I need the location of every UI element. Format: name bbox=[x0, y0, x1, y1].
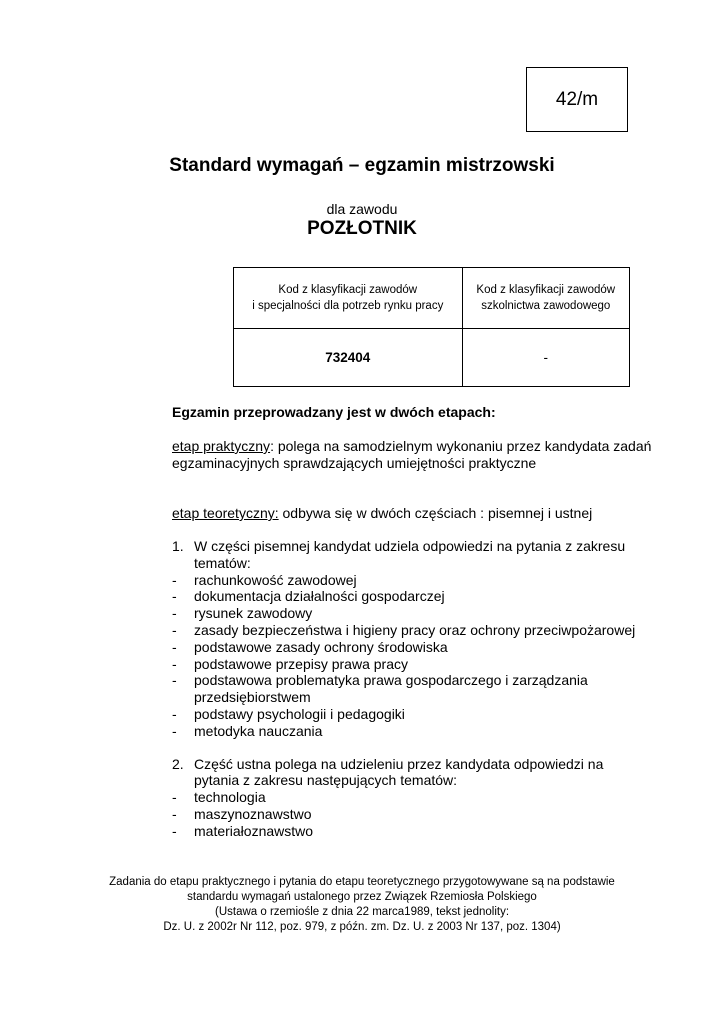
topic-text: maszynoznawstwo bbox=[194, 805, 312, 822]
footer-line: Dz. U. z 2002r Nr 112, poz. 979, z późn. zm. Dz. U. z 2003 Nr 137, poz. 1304) bbox=[163, 921, 561, 933]
list-item: - zasady bezpieczeństwa i higieny pracy oraz ochrony przeciwpożarowej bbox=[172, 621, 636, 638]
list-item: - podstawowe zasady ochrony środowiska bbox=[172, 638, 448, 655]
list-item: - metodyka nauczania bbox=[172, 722, 323, 739]
footer-line: Zadania do etapu praktycznego i pytania do etapu teoretycznego przygotowywane są na podstawie bbox=[109, 876, 615, 888]
practical-stage bbox=[172, 438, 652, 472]
topic-text: zasady bezpieczeństwa i higieny pracy oraz ochrony przeciwpożarowej bbox=[194, 621, 636, 638]
topic-text: podstawowe zasady ochrony środowiska bbox=[194, 638, 448, 655]
document-code: 42/m bbox=[555, 88, 599, 110]
header-occupation-code-line2: i specjalności dla potrzeb rynku pracy bbox=[252, 300, 444, 312]
topic-text: podstawowa problematyka prawa gospodarczego i zarządzania przedsiębiorstwem bbox=[194, 672, 588, 706]
list-item: - dokumentacja działalności gospodarczej bbox=[172, 588, 445, 605]
part-number: 2. bbox=[172, 755, 184, 772]
oral-part bbox=[172, 756, 652, 840]
topic-text: materiałoznawstwo bbox=[194, 822, 314, 839]
footer-line: (Ustawa o rzemiośle z dnia 22 marca1989, tekst jednolity: bbox=[214, 906, 510, 918]
list-item: - podstawy psychologii i pedagogiki bbox=[172, 705, 405, 722]
part-description: Część ustna polega na udzieleniu przez kandydata odpowiedzi na pytania z zakresu następujących tematów: bbox=[194, 755, 604, 789]
list-item: - maszynoznawstwo bbox=[172, 805, 312, 822]
topic-text: rachunkowość zawodowej bbox=[194, 571, 357, 588]
oral-topics-list bbox=[172, 789, 652, 839]
header-occupation-code-line1: Kod z klasyfikacji zawodów bbox=[278, 284, 418, 296]
school-code-value: - bbox=[462, 329, 629, 387]
classification-codes-table bbox=[233, 267, 630, 387]
exam-parts-list bbox=[172, 538, 652, 840]
topic-text: technologia bbox=[194, 789, 266, 806]
list-item: - materiałoznawstwo bbox=[172, 822, 314, 839]
list-item: - rachunkowość zawodowej bbox=[172, 571, 357, 588]
list-item: - podstawowe przepisy prawa pracy bbox=[172, 655, 408, 672]
occupation-code-value: 732404 bbox=[234, 329, 463, 387]
theoretical-stage-label: etap teoretyczny: bbox=[172, 505, 279, 521]
header-school-code-line1: Kod z klasyfikacji zawodów bbox=[476, 284, 616, 296]
footer-note bbox=[0, 875, 724, 935]
theoretical-stage bbox=[172, 505, 652, 522]
document-title: Standard wymagań – egzamin mistrzowski bbox=[169, 155, 555, 176]
profession-name: POZŁOTNIK bbox=[307, 218, 417, 239]
document-code-box bbox=[526, 67, 628, 132]
topic-text: metodyka nauczania bbox=[194, 722, 323, 739]
exam-stages-heading: Egzamin przeprowadzany jest w dwóch etapach: bbox=[172, 404, 496, 420]
table-header-row bbox=[234, 268, 630, 329]
topic-text: rysunek zawodowy bbox=[194, 605, 313, 622]
list-item: - technologia bbox=[172, 789, 266, 806]
header-school-code bbox=[462, 268, 629, 329]
header-school-code-line2: szkolnictwa zawodowego bbox=[481, 300, 611, 312]
topic-text: podstawowe przepisy prawa pracy bbox=[194, 655, 408, 672]
footer-line: standardu wymagań ustalonego przez Związek Rzemiosła Polskiego bbox=[187, 891, 537, 903]
written-topics-list bbox=[172, 572, 652, 740]
written-part bbox=[172, 538, 652, 740]
header-occupation-code bbox=[234, 268, 463, 329]
table-value-row bbox=[234, 329, 630, 387]
list-item: - rysunek zawodowy bbox=[172, 605, 313, 622]
practical-stage-text: : polega na samodzielnym wykonaniu przez kandydata zadań egzaminacyjnych sprawdzających umiejętności praktyczne bbox=[172, 438, 652, 471]
document-subtitle: dla zawodu bbox=[326, 201, 398, 217]
part-number: 1. bbox=[172, 538, 184, 554]
topic-text: podstawy psychologii i pedagogiki bbox=[194, 705, 405, 722]
theoretical-stage-text: odbywa się w dwóch częściach : pisemnej i ustnej bbox=[278, 505, 593, 521]
list-item: - podstawowa problematyka prawa gospodarczego i zarządzania przedsiębiorstwem bbox=[172, 672, 652, 706]
practical-stage-label: etap praktyczny bbox=[172, 438, 271, 454]
part-description: W części pisemnej kandydat udziela odpowiedzi na pytania z zakresu tematów: bbox=[194, 538, 626, 571]
topic-text: dokumentacja działalności gospodarczej bbox=[194, 588, 445, 605]
